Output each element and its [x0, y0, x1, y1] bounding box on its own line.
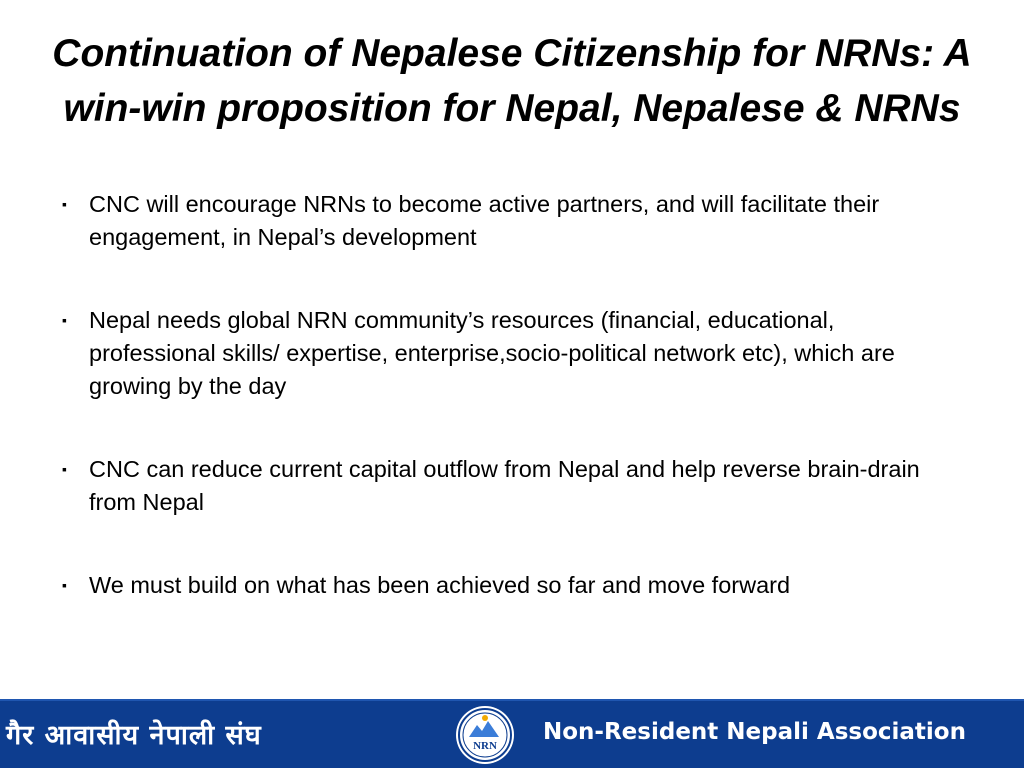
- english-org-name: Non-Resident Nepali Association: [543, 719, 966, 745]
- square-bullet-icon: ▪: [62, 577, 67, 593]
- nepali-org-name: गैर आवासीय नेपाली संघ: [6, 720, 262, 751]
- bullet-item: [62, 453, 962, 519]
- bullet-item: [62, 569, 962, 602]
- footer-banner: [0, 699, 1024, 768]
- bullet-text: We must build on what has been achieved so far and move forward: [89, 572, 791, 598]
- bullet-text: Nepal needs global NRN community’s resources (financial, educational, professional skills/ expertise, enterprise,socio-political network etc), which are growing by the day: [89, 307, 895, 399]
- logo-text: NRN: [473, 740, 497, 752]
- bullet-text: CNC will encourage NRNs to become active partners, and will facilitate their engagement, in Nepal’s development: [89, 191, 880, 250]
- square-bullet-icon: ▪: [62, 312, 67, 328]
- square-bullet-icon: ▪: [62, 461, 67, 477]
- bullet-text: CNC can reduce current capital outflow from Nepal and help reverse brain-drain from Nepal: [89, 456, 920, 515]
- slide-title: Continuation of Nepalese Citizenship for NRNs: A win-win proposition for Nepal, Nepalese & NRNs: [52, 32, 972, 130]
- bullet-list: [62, 188, 962, 652]
- bullet-item: [62, 304, 962, 403]
- square-bullet-icon: ▪: [62, 196, 67, 212]
- bullet-item: [62, 188, 962, 254]
- nrn-logo-icon: [447, 705, 523, 765]
